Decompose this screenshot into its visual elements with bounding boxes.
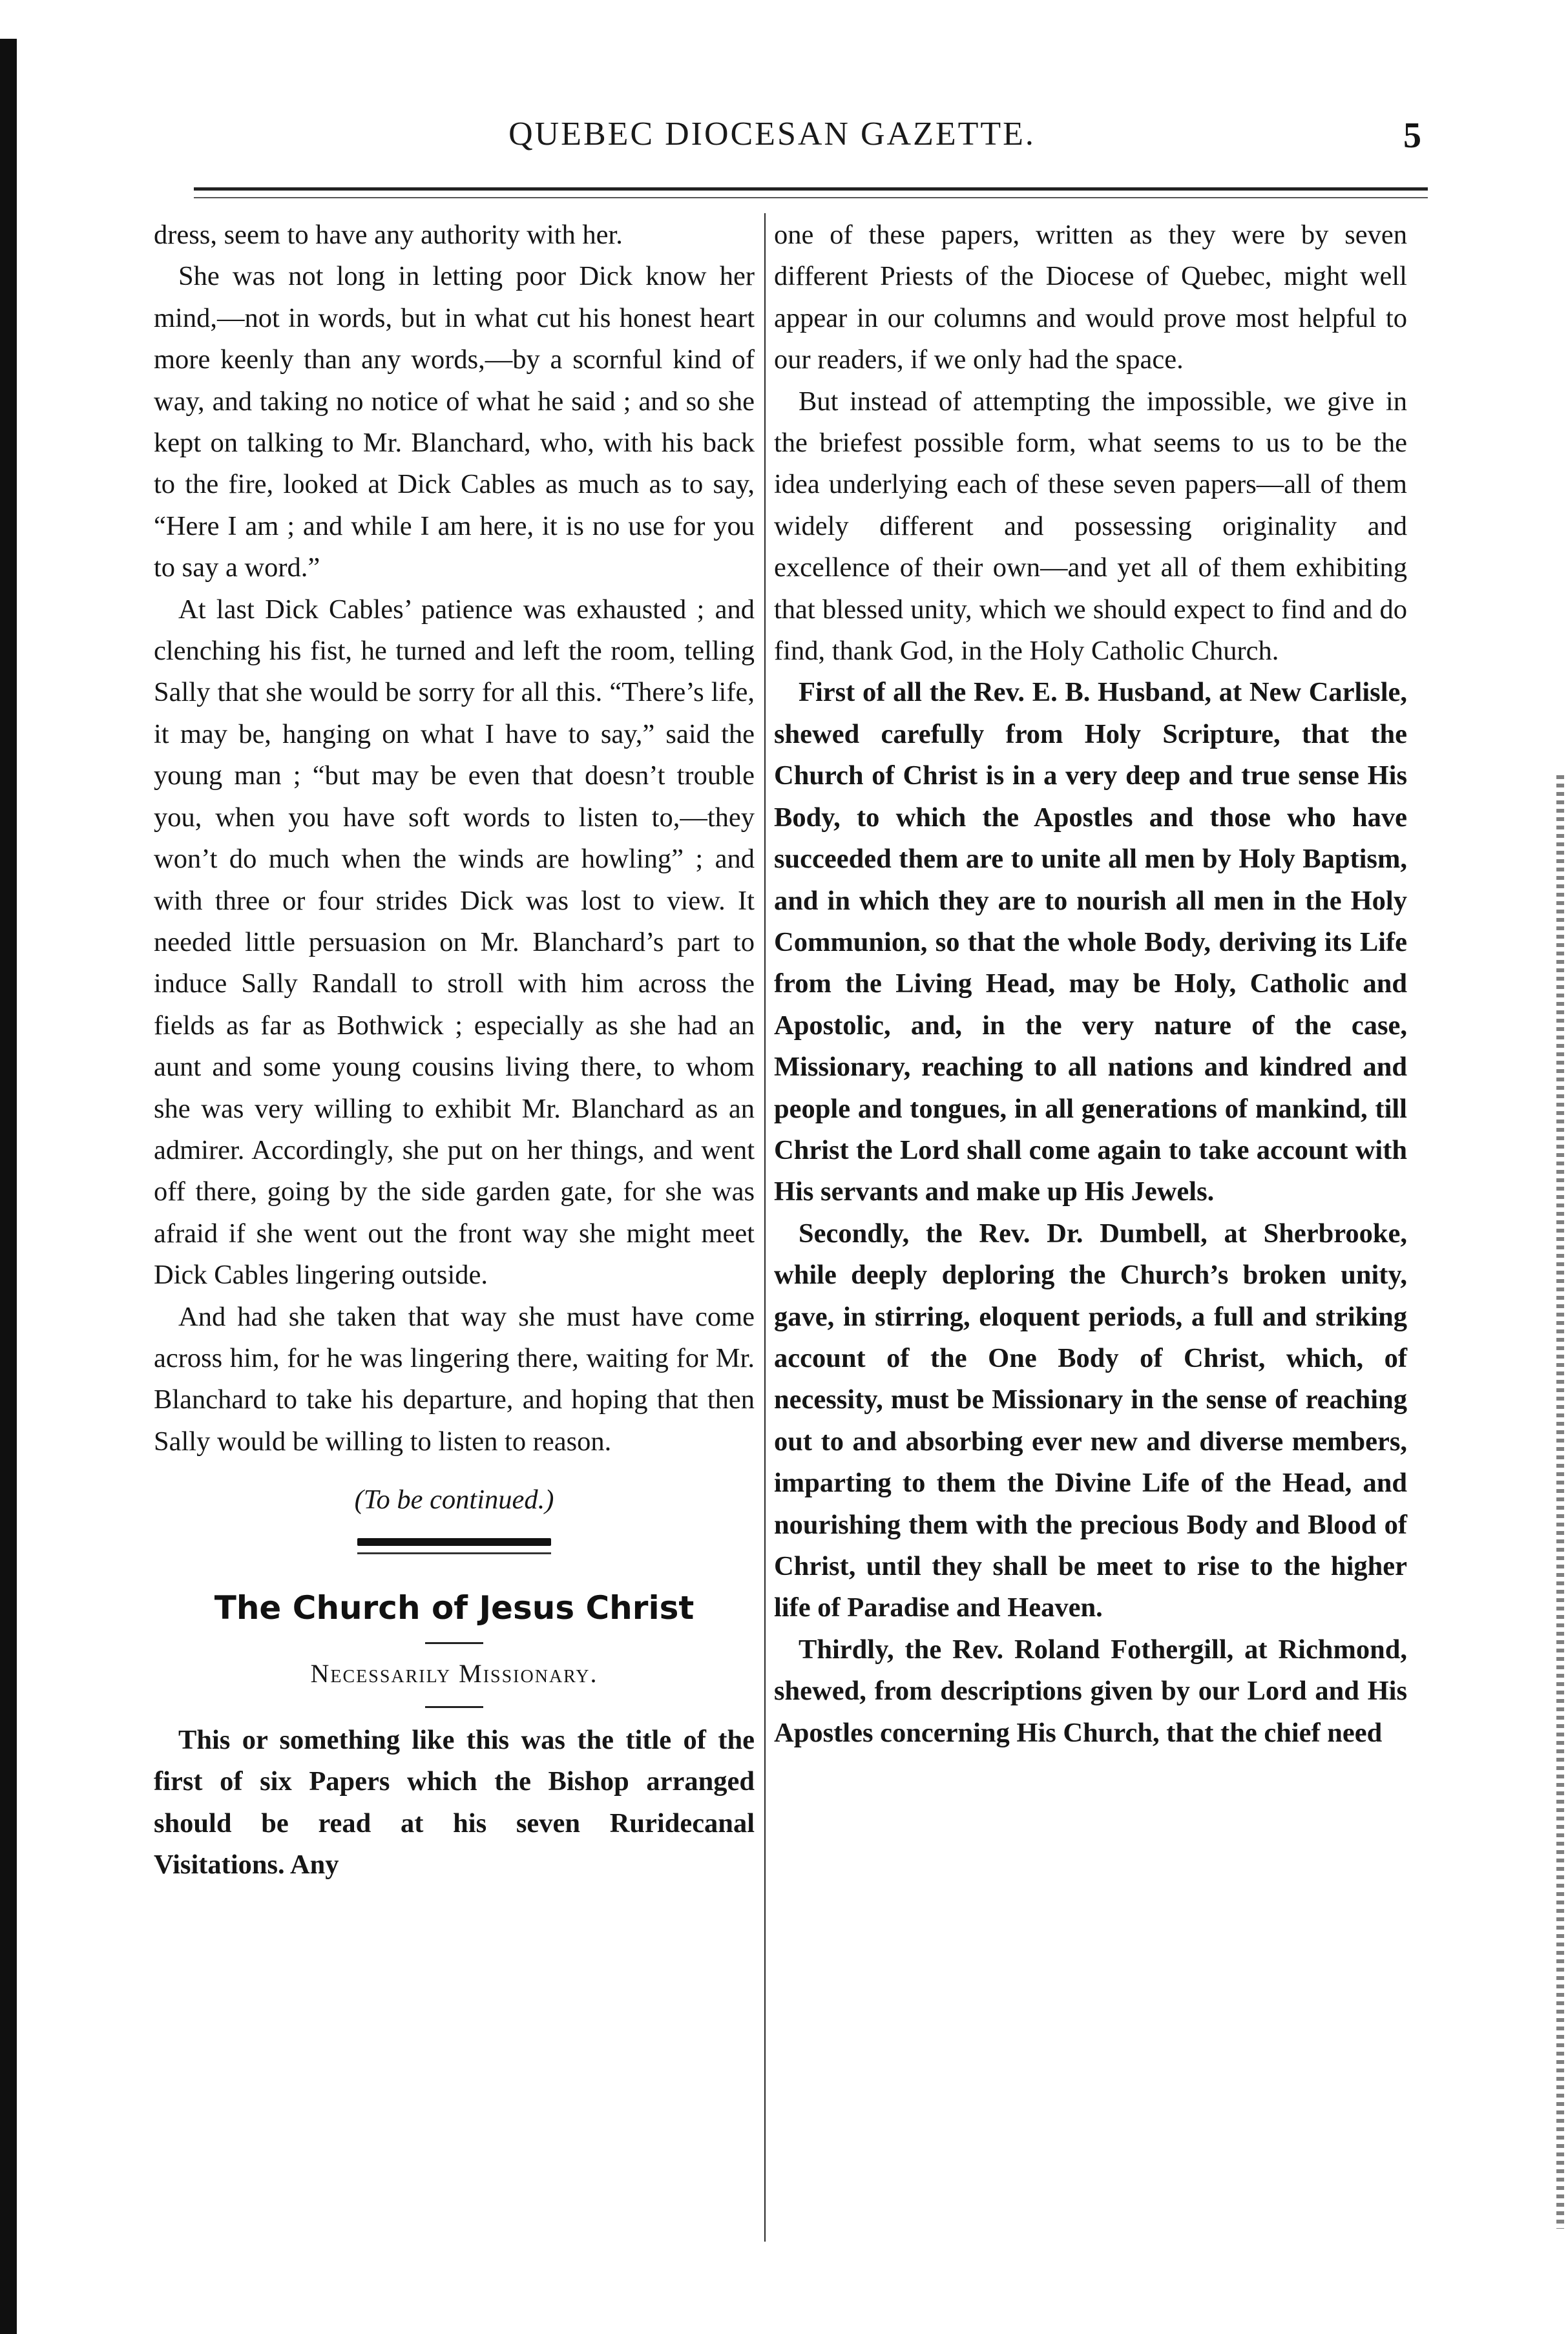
header-rule <box>194 187 1428 198</box>
publication-title: QUEBEC DIOCESAN GAZETTE. <box>508 116 1036 152</box>
subtitle-rule <box>425 1706 483 1708</box>
paragraph: First of all the Rev. E. B. Husband, at New Carlisle, shewed carefully from Holy Scripture, that the Church of Christ is in a very deep and true sense His Body, to which the Apostles and those who have succeeded them are to unite all men by Holy Baptism, and in which they are to nourish all men in the Holy Communion, so that the whole Body, deriving its Life from the Living Head, may be Holy, Catholic and Apostolic, and, in the very nature of the case, Missionary, reaching to all nations and kindred and people and tongues, in all generations of mankind, till Christ the Lord shall come again to take account with His servants and make up His Jewels. <box>774 677 1407 1207</box>
paragraph: one of these papers, written as they were by seven different Priests of the Diocese of Quebec, might well appear in our columns and would prove most helpful to our readers, if we only had the space. <box>774 220 1407 375</box>
page-edge-marks <box>1556 775 1564 2229</box>
section-divider-thin <box>357 1552 551 1554</box>
paragraph: At last Dick Cables’ patience was exhausted ; and clenching his fist, he turned and left the room, telling Sally that she would be sorry for all this. “There’s life, it may be, hanging on what I have to say,” said the young man ; “but may be even that doesn’t trouble you, when you have soft words to listen to,—they won’t do much when the winds are howling” ; and with three or four strides Dick was lost to view. It needed little persuasion on Mr. Blanchard’s part to induce Sally Randall to stroll with him across the fields as far as Bothwick ; especially as she had an aunt and some young cousins living there, to whom she was very willing to exhibit Mr. Blanchard as an admirer. Accordingly, she put on her things, and went off there, going by the side garden gate, for she was afraid if she went out the front way she might meet Dick Cables lingering outside. <box>154 594 755 1291</box>
paragraph: Thirdly, the Rev. Roland Fothergill, at Richmond, shewed, from descriptions given by our Lord and His Apostles concerning His Church, that the chief need <box>774 1634 1407 1748</box>
paragraph: She was not long in letting poor Dick know her mind,—not in words, but in what cut his honest heart more keenly than any words,—by a scornful kind of way, and taking no notice of what he said ; and so she kept on talking to Mr. Blanchard, who, with his back to the fire, looked at Dick Cables as much as to say, “Here I am ; and while I am here, it is no use for you to say a word.” <box>154 261 755 583</box>
article-title: The Church of Jesus Christ <box>214 1589 695 1627</box>
right-column <box>774 214 1407 1754</box>
left-column <box>154 214 755 1886</box>
paragraph: Secondly, the Rev. Dr. Dumbell, at Sherbrooke, while deeply deploring the Church’s broken unity, gave, in stirring, eloquent periods, a full and striking account of the One Body of Christ, which, of necessity, must be Missionary in the sense of reaching out to and absorbing ever new and diverse members, imparting to them the Divine Life of the Head, and nourishing them with the precious Body and Blood of Christ, until they shall be meet to rise to the higher life of Paradise and Heaven. <box>774 1218 1407 1623</box>
page-header <box>123 115 1421 167</box>
page-binding-edge <box>0 39 17 2334</box>
column-divider <box>764 213 766 2242</box>
article-subtitle: Necessarily Missionary. <box>310 1658 598 1688</box>
page-number: 5 <box>1403 116 1421 156</box>
to-be-continued-note: (To be continued.) <box>354 1485 554 1516</box>
article-intro: This or something like this was the title of the first of six Papers which the Bishop arranged should be read at his seven Ruridecanal Visitations. Any <box>154 1725 755 1881</box>
paragraph: dress, seem to have any authority with her. <box>154 220 623 250</box>
title-rule <box>425 1642 483 1644</box>
paragraph: But instead of attempting the impossible, we give in the briefest possible form, what seems to us to be the idea underlying each of these seven papers—all of them widely different and possessing originality and excellence of their own—and yet all of them exhibiting that blessed unity, which we should expect to find and do find, thank God, in the Holy Catholic Church. <box>774 386 1407 667</box>
section-divider-heavy <box>357 1538 551 1546</box>
paragraph: And had she taken that way she must have come across him, for he was lingering there, waiting for Mr. Blanchard to take his departure, and hoping that then Sally would be willing to listen to reason. <box>154 1301 755 1457</box>
